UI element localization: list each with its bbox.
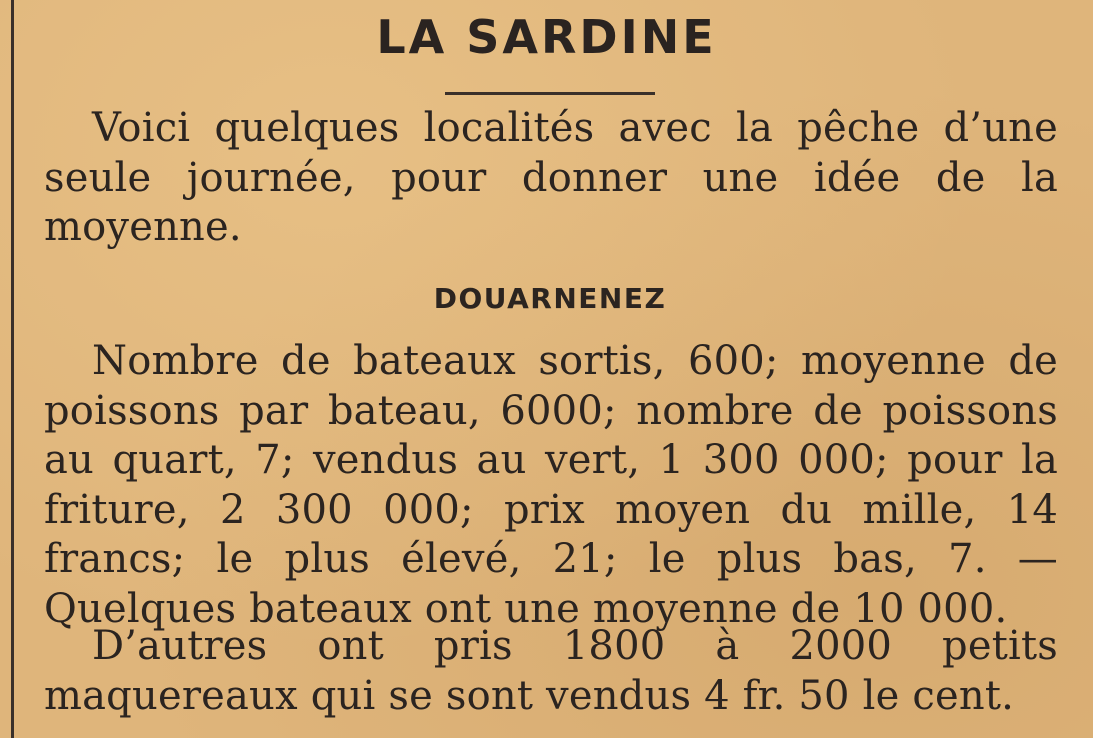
article-title: LA SARDINE [376,10,717,64]
intro-paragraph: Voici quelques localités avec la pêche d’une seule journée, pour donner une idée de la moyenne. [44,105,1058,250]
douarnenez-statistics-paragraph: Nombre de bateaux sortis, 600; moyenne de poissons par bateau, 6000; nombre de poissons au quart, 7; vendus au vert, 1 300 000; pour la friture, 2 300 000; prix moyen du mille, 14 francs; le plus élevé, 21; le plus bas, 7. — Quelques bateaux ont une moyenne de 10 000. [44,338,1058,632]
mackerel-paragraph: D’autres ont pris 1800 à 2000 petits maquereaux qui se sont vendus 4 fr. 50 le cent. [44,623,1058,719]
column-divider-line [11,0,14,738]
title-underline-rule [445,92,655,95]
section-heading: DOUARNENEZ [433,282,667,315]
